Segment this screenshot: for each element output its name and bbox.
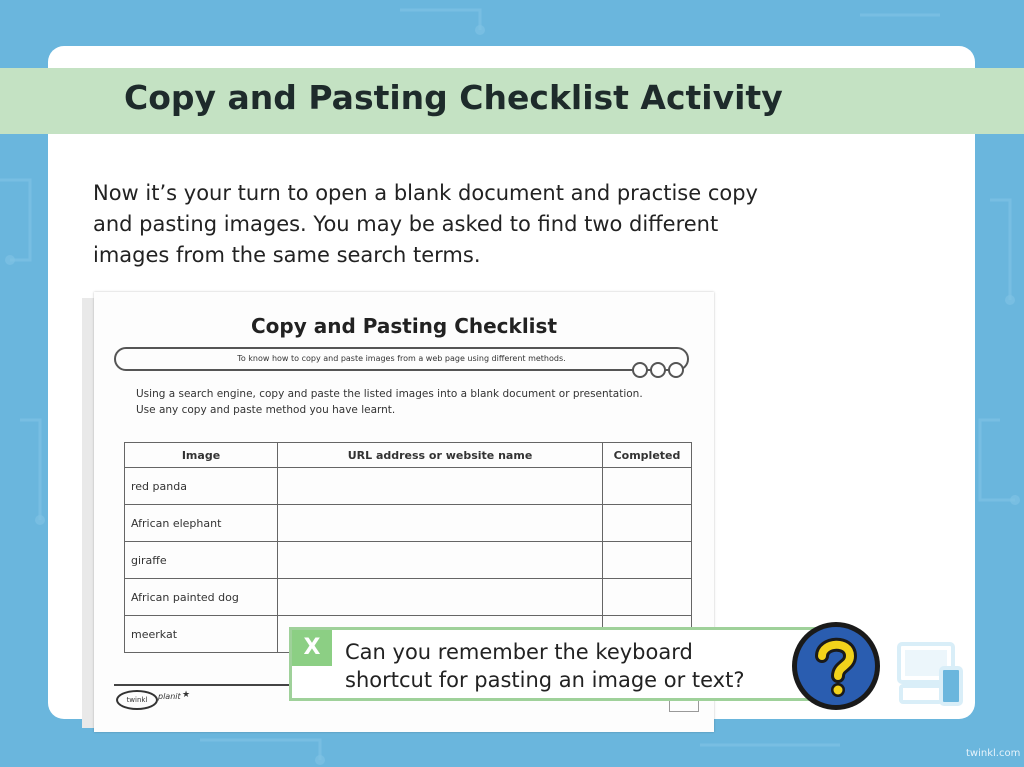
column-header-url: URL address or website name [278,443,603,468]
completed-cell [603,468,692,505]
url-cell [278,468,603,505]
planit-logo: planit [158,692,181,701]
intro-text: Now it’s your turn to open a blank document and practise copy and pasting images. You may be asked to find two different images from the same search terms. [93,181,758,267]
image-cell: African painted dog [125,579,278,616]
image-cell: meerkat [125,616,278,653]
callout-marker: X [292,630,332,666]
column-header-completed: Completed [603,443,692,468]
completed-cell [603,542,692,579]
url-cell [278,505,603,542]
computer-devices-icon [897,640,965,708]
url-cell [278,542,603,579]
image-cell: red panda [125,468,278,505]
worksheet-instructions: Using a search engine, copy and paste the listed images into a blank document or presentation. Use any copy and paste method you have learnt. [136,388,643,416]
table-row [125,542,692,579]
callout-question: Can you remember the keyboard shortcut for pasting an image or text? [345,640,745,692]
completed-cell [603,505,692,542]
column-header-image: Image [125,443,278,468]
table-row [125,505,692,542]
url-cell [278,579,603,616]
question-mark-icon [790,620,882,712]
worksheet-objective: To know how to copy and paste images from a web page using different methods. [114,347,689,371]
checklist-table [124,442,692,653]
table-row [125,468,692,505]
brand-label: twinkl.com [966,748,1021,759]
question-callout [289,627,825,701]
worksheet-title: Copy and Pasting Checklist [250,314,557,338]
image-cell: giraffe [125,542,278,579]
table-header-row [125,443,692,468]
twinkl-logo: twinkl [116,690,158,710]
table-row [125,579,692,616]
slide-title: Copy and Pasting Checklist Activity [124,78,783,117]
star-icon: ★ [182,690,191,700]
banner-circles [632,362,686,382]
completed-cell [603,579,692,616]
image-cell: African elephant [125,505,278,542]
